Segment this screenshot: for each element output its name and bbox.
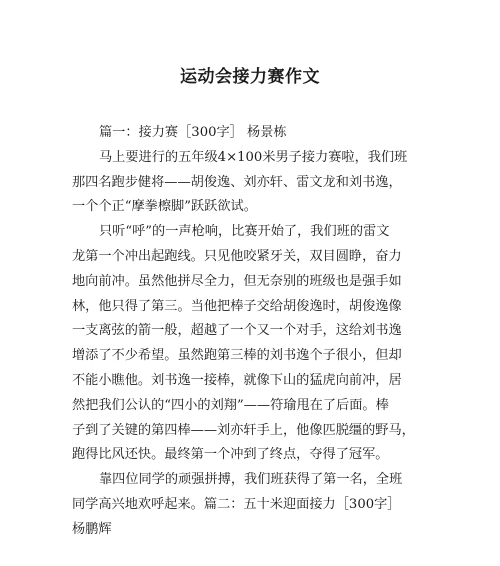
text-line: 地向前冲。虽然他拼尽全力，但无奈别的班级也是强手如 [72, 273, 402, 289]
text-line: 林，他只得了第三。当他把棒子交给胡俊逸时，胡俊逸像 [72, 298, 402, 314]
text-line: 一个个正“摩拳檫脚”跃跃欲试。 [72, 199, 257, 215]
text-line: 马上要进行的五年级4×100米男子接力赛啦，我们班 [99, 149, 408, 165]
text-line: 一支离弦的箭一般，超越了一个又一个对手，这给刘书逸 [72, 323, 402, 339]
text-line: 那四名跑步健将——胡俊逸、刘亦轩、雷文龙和刘书逸， [72, 174, 402, 190]
text-line: 增添了不少希望。虽然跑第三棒的刘书逸个子很小，但却 [72, 348, 402, 364]
text-line: 篇一：接力赛［300字］ 杨景栋 [99, 125, 287, 140]
text-line: 杨鹏辉 [72, 521, 112, 537]
text-line: 同学高兴地欢呼起来。篇二：五十米迎面接力［300字］ [72, 496, 401, 512]
text-line: 龙第一个冲出起跑线。只见他咬紧牙关，双目圆睁，奋力 [72, 248, 402, 264]
text-line: 只听“呼”的一声枪响，比赛开始了，我们班的雷文 [99, 224, 390, 240]
text-line: 靠四位同学的顽强拼搏，我们班获得了第一名，全班 [99, 472, 403, 488]
text-line: 不能小瞧他。刘书逸一接棒，就像下山的猛虎向前冲，居 [72, 372, 402, 388]
document-body [72, 121, 428, 543]
text-line: 然把我们公认的“四小的刘翔”——符瑜甩在了后面。棒 [72, 397, 389, 413]
document-title: 运动会接力赛作文 [180, 67, 320, 87]
text-line: 子到了关键的第四棒——刘亦轩手上，他像匹脱缰的野马， [72, 422, 415, 438]
text-line: 跑得比风还快。最终第一个冲到了终点，夺得了冠军。 [72, 447, 389, 463]
